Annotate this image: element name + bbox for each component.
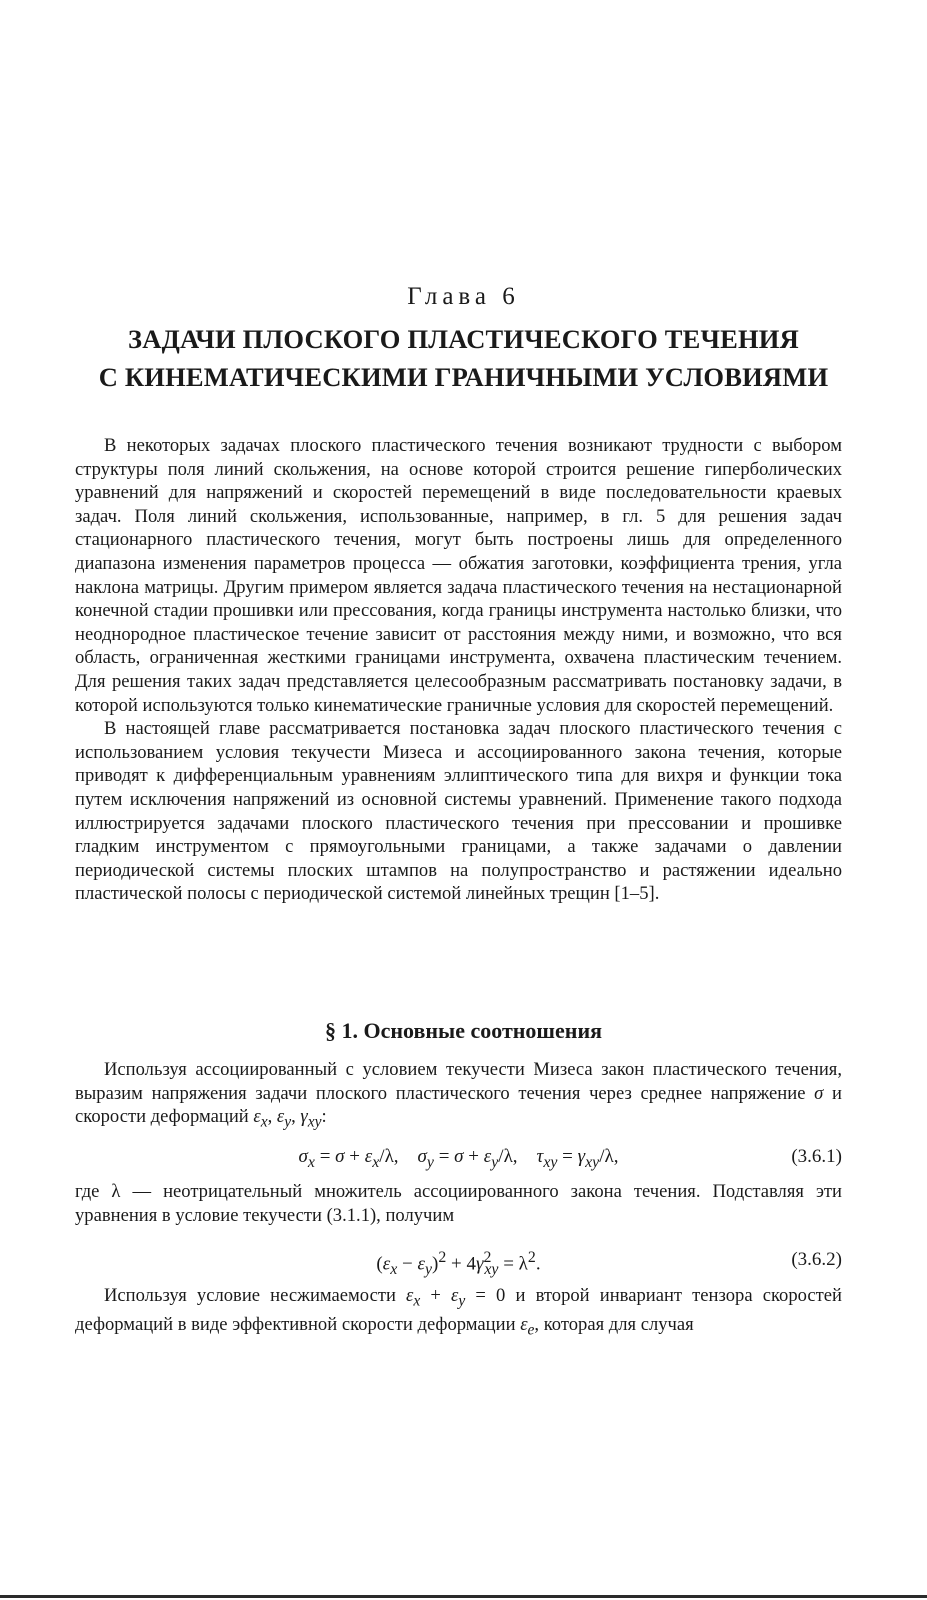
intro-paragraph-1: В некоторых задачах плоского пластического течения возникают трудности с выбором структуры поля линий скольжения, на основе которой строится решение гиперболических уравнений для напряжений и скоростей перемещений в виде последовательности краевых задач. Поля линий скольжения, использованные, например, в гл. 5 для решения задач стационарного пластического течения, могут быть построены лишь для определенного диапазона изменения параметров процесса — обжатия заготовки, коэффициента трения, угла наклона матрицы. Другим примером является задача пластического течения на нестационарной конечной стадии прошивки или прессования, когда границы инструмента настолько близки, что неоднородное пластическое течение зависит от расстояния между ними, и возможно, что вся область, ограниченная жесткими границами инструмента, охвачена пластическим течением. Для решения таких задач представляется целесообразным рассматривать постановку задачи, в которой используются только кинематические граничные условия для скоростей перемещений.	[75, 435, 842, 716]
section-paragraph-2: где λ — неотрицательный множитель ассоциированного закона течения. Подставляя эти уравнения в условие текучести (3.1.1), получим	[75, 1181, 842, 1226]
section-paragraph-3-block	[75, 1284, 842, 1343]
section-paragraph-2-block	[75, 1180, 842, 1227]
equation-3-6-1-number: (3.6.1)	[791, 1146, 842, 1167]
page-bottom-border	[0, 1595, 927, 1598]
equation-3-6-2	[75, 1247, 842, 1279]
chapter-title-line-2: С КИНЕМАТИЧЕСКИМИ ГРАНИЧНЫМИ УСЛОВИЯМИ	[98, 362, 829, 392]
section-heading: § 1. Основные соотношения	[324, 1018, 603, 1043]
chapter-number: Глава 6	[407, 283, 520, 310]
equation-3-6-2-body: $(\varepsilon_x - \varepsilon_y)^2 + 4\gamma^2_{xy} = \lambda^2$.	[376, 1249, 541, 1279]
intro-text	[75, 434, 842, 906]
section-paragraph-3: Используя условие несжимаемости $\varepsilon_x + \varepsilon_y = 0$ и второй инвариант тензора скоростей деформаций в виде эффективной скорости деформации $\varepsilon_e$, которая для случая	[75, 1285, 842, 1340]
equation-3-6-2-number: (3.6.2)	[791, 1249, 842, 1270]
section-paragraph-1: Используя ассоциированный с условием текучести Мизеса закон пластического течения, выразим напряжения задачи плоского пластического течения через среднее напряжение σ и скорости деформаций $\varepsilon_x$, $\varepsilon_y$, $\gamma_{xy}$:	[75, 1059, 842, 1131]
equation-3-6-1-body: $\sigma_x = \sigma + \varepsilon_x/\lambda$, $\sigma_y = \sigma + \varepsilon_y/\lambda$, $\tau_{xy} = \gamma_{xy}/\lambda$,	[298, 1146, 619, 1171]
equation-3-6-1	[75, 1144, 842, 1172]
chapter-title-line-1: ЗАДАЧИ ПЛОСКОГО ПЛАСТИЧЕСКОГО ТЕЧЕНИЯ	[128, 324, 799, 354]
intro-paragraph-2: В настоящей главе рассматривается постановка задач плоского пластического течения с использованием условия текучести Мизеса и ассоциированного закона течения, которые приводят к дифференциальным уравнениям эллиптического типа для вихря и функции тока путем исключения напряжений из основной системы уравнений. Применение такого подхода иллюстрируется задачами плоского пластического течения при прессовании и прошивке гладким инструментом с прямоугольными границами, а также задачами о давлении периодической системы плоских штампов на полупространство и растяжении идеально пластической полосы с периодической системой линейных трещин [1–5].	[75, 718, 842, 905]
section-paragraph-1-block	[75, 1058, 842, 1135]
